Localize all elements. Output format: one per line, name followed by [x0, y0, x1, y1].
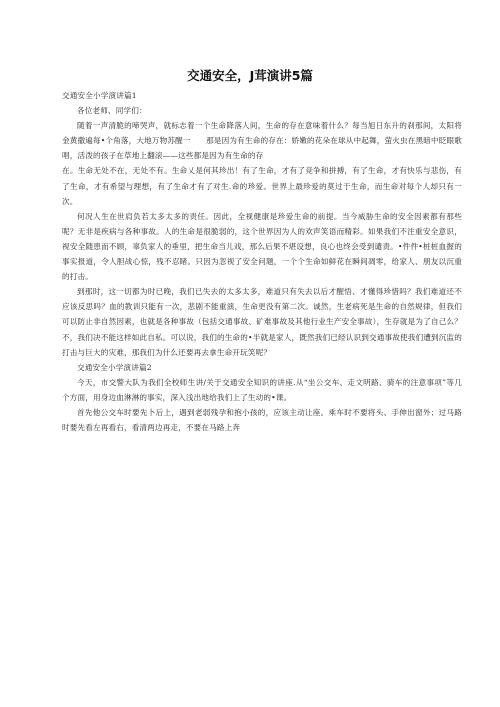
- body-paragraph: 何况人生在世肩负若太多太多的责任。因此，全视健康是珍爱生命的前提。当今威胁生命的安全因素都有那些呢？无非是疾病与各种事故。人的生命是很脆弱的，这个世界因为人的欢声笑语而精彩。如果我们不注重安全意识，视安全随患而不顾，辜负家人的垂里，把生命当儿戏，那么后果不堪设想，良心也终会受到谴责。•件件•桩桩血握的事实报道，令人胆战心惊，残不忍睹。只因为忽视了安全问题，一个个生命如鲜花在瞬间凋零，给家人、朋友以沉重的打击。: [62, 211, 462, 282]
- document-title: 交通安全，J茸演讲5篇: [187, 68, 313, 83]
- body-paragraph: 随着一声清脆的啼哭声，就标志着一个生命降落人间，生命的存在意味着什么？每当旭日东升的刹那间，太阳将金黄撒遍每•个角落，大地万物苏醒一 那是因为有生命的存在：娇嫩的花朵在球从中起舞，萤火虫在黑暗中眨眼歌唱，活泼的孩子在草地上翻滚——这些都是因为有生命的存: [62, 121, 462, 161]
- body-paragraph: 在。生命无处不在，无处不有。生命乂是何其珍出！有了生命，才有了竞争和拼搏，有了生命，才有快乐与悲伤，有了生命，才有希望与理想，有了生命才有了对生.命的珍爱。世界上最珍爱的莫过于生命，而生命对每个人却只有一次。: [62, 166, 462, 206]
- salutation: 各位老师、同学们：: [77, 106, 147, 116]
- section-heading: 交通安全小学演讲篇2: [77, 362, 152, 372]
- section-heading: 交通安全小学演讲篇1: [62, 91, 137, 100]
- body-paragraph: 首先他公交车时要先卜后上，遇到老弱残孕和抱小孩的，应该主动让座。乘车时不要将头、手伸出窗外；过马路时要先看左再看右，看清两边再走，不要在马路上奔: [62, 407, 462, 433]
- body-paragraph: 到那时，这一切都为时已晚，我们已失去的太多太多，难道只有失去以后才醒悟、才懂得珍惜吗？我们难道还不应该反思吗？血的教训只能有一次，悲剧不能重演，生命更没有第二次。诚然，生老病死是生命的自然规律，但我们可以防止非自然因素，也就是各种事故（包括交通事故、矿难事故及其他行业生产安全事故），生存就是为了自己么？不，我们决不能这样如此自私。可以说，我们的生命的•半就是家人，既然我们已经认识到交通事故使我们遭到沉监的打击与巨大的灾难，那我们为什么还要再去拿生命开玩笑呢？: [62, 287, 462, 357]
- body-paragraph: 今天，市交警大队为我们全校师生讲/关于交通安全知识的讲座.从“坐公交车、走文明路、骑车的注意事项”等几个方面，用身边血淋淋的事实，深入浅出地给我们上了生动的•课。: [62, 377, 462, 402]
- document-body: [62, 88, 462, 435]
